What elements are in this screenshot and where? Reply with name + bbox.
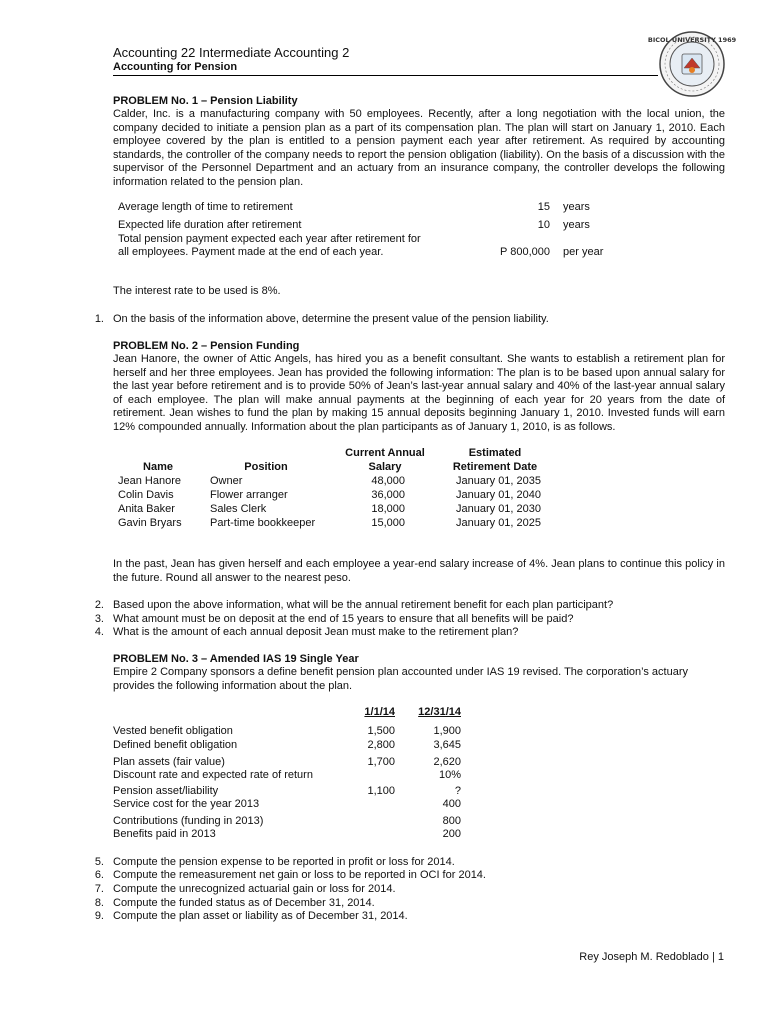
p2-row-position: Sales Clerk [210, 503, 267, 515]
p1-item-value: 15 [537, 201, 550, 213]
p1-item-value: 10 [537, 219, 550, 231]
p2-row-name: Anita Baker [118, 503, 175, 515]
header-divider [113, 75, 658, 76]
p2-row-date: January 01, 2025 [456, 517, 542, 529]
svg-text:BICOL UNIVERSITY 1969: BICOL UNIVERSITY 1969 [647, 36, 737, 44]
p3-row-label: Discount rate and expected rate of return [113, 769, 313, 781]
p2-col-salary-1: Current Annual [345, 447, 425, 459]
question-text: Compute the pension expense to be reported in profit or loss for 2014. [113, 856, 455, 868]
p3-row-b: ? [454, 785, 461, 797]
p3-col-a: 1/1/14 [364, 706, 395, 718]
p3-row-b: 1,900 [433, 725, 461, 737]
p1-item-unit: per year [563, 246, 604, 258]
p3-row-label: Plan assets (fair value) [113, 756, 225, 768]
p3-row-b: 3,645 [433, 739, 461, 751]
p2-col-name: Name [143, 461, 173, 473]
p1-item-label-2: all employees. Payment made at the end of each year. [118, 246, 384, 258]
p2-col-position: Position [244, 461, 288, 473]
problem2-note: In the past, Jean has given herself and each employee a year-end salary increase of 4%. Jean plans to continue this policy in the future. Round all answer to the nearest peso. [113, 558, 725, 584]
question-number: 7. [94, 883, 104, 895]
question-number: 4. [94, 626, 104, 638]
p3-row-label: Pension asset/liability [113, 785, 219, 797]
p1-item-label: Total pension payment expected each year after retirement for [118, 233, 421, 245]
p3-row-b: 200 [442, 828, 461, 840]
page-footer: Rey Joseph M. Redoblado | 1 [579, 951, 724, 963]
problem1-body: Calder, Inc. is a manufacturing company with 50 employees. Recently, after a long negotiation with the local union, the company decided to initiate a pension plan as a part of its compensation plan. The plan will start on January 1, 2010. Each employee covered by the plan is entitled to a pension payment each year after retirement. As required by accounting standards, the controller of the company needs to report the pension obligation (liability). On the basis of a discussion with the supervisor of the Personnel Department and an actuary from an insurance company, the controller develops the following information related to the pension plan. [113, 108, 725, 188]
p3-row-a: 1,100 [367, 785, 395, 797]
question-number: 3. [94, 613, 104, 625]
p3-row-label: Defined benefit obligation [113, 739, 238, 751]
p2-col-date-2: Retirement Date [452, 461, 538, 473]
question-text: Compute the plan asset or liability as of December 31, 2014. [113, 910, 408, 922]
p3-row-label: Contributions (funding in 2013) [113, 815, 264, 827]
problem2-title: PROBLEM No. 2 – Pension Funding [113, 340, 300, 352]
question-text: Compute the remeasurement net gain or loss to be reported in OCI for 2014. [113, 869, 486, 881]
question-text: What is the amount of each annual deposit Jean must make to the retirement plan? [113, 626, 519, 638]
p2-row-salary: 15,000 [371, 517, 405, 529]
question-text: Compute the unrecognized actuarial gain or loss for 2014. [113, 883, 396, 895]
topic-title: Accounting for Pension [113, 61, 238, 73]
p2-row-date: January 01, 2040 [456, 489, 542, 501]
p2-col-salary-2: Salary [368, 461, 402, 473]
question-number: 6. [94, 869, 104, 881]
p3-row-label: Benefits paid in 2013 [113, 828, 216, 840]
p1-item-value: P 800,000 [500, 246, 550, 258]
question-text: Compute the funded status as of December 31, 2014. [113, 897, 375, 909]
p1-item-unit: years [563, 219, 590, 231]
question-text: Based upon the above information, what will be the annual retirement benefit for each plan participant? [113, 599, 614, 611]
p1-item-label: Expected life duration after retirement [118, 219, 302, 231]
university-seal [647, 30, 737, 98]
p1-interest-note: The interest rate to be used is 8%. [113, 285, 281, 297]
p3-row-a: 2,800 [367, 739, 395, 751]
p3-row-b: 800 [442, 815, 461, 827]
question-number: 5. [94, 856, 104, 868]
p3-row-label: Vested benefit obligation [113, 725, 233, 737]
p2-row-name: Gavin Bryars [118, 517, 182, 529]
question-number: 2. [94, 599, 104, 611]
question-number: 9. [94, 910, 104, 922]
p2-row-position: Part-time bookkeeper [210, 517, 316, 529]
p2-row-salary: 36,000 [371, 489, 405, 501]
question-text: What amount must be on deposit at the end of 15 years to ensure that all benefits will be paid? [113, 613, 574, 625]
p3-row-label: Service cost for the year 2013 [113, 798, 260, 810]
problem3-title: PROBLEM No. 3 – Amended IAS 19 Single Year [113, 653, 359, 665]
p3-row-a: 1,700 [367, 756, 395, 768]
p2-col-date-1: Estimated [468, 447, 522, 459]
p2-row-salary: 48,000 [371, 475, 405, 487]
p1-item-label: Average length of time to retirement [118, 201, 293, 213]
problem2-body: Jean Hanore, the owner of Attic Angels, has hired you as a benefit consultant. She wants to establish a retirement plan for herself and her three employees. Jean has provided the following information: The plan is to be based upon annual salary for the last year before retirement and is to provide 50% of Jean’s last-year annual salary and 40% of the last-year annual salary of each employee. The plan will make annual payments at the beginning of each year for 20 years from the date of retirement. Jean wishes to fund the plan by making 15 annual deposits beginning January 1, 2010. Invested funds will earn 12% compounded annually. Information about the plan participants as of January 1, 2010, is as follows. [113, 353, 725, 433]
p2-row-salary: 18,000 [371, 503, 405, 515]
p2-row-position: Flower arranger [210, 489, 288, 501]
problem1-title: PROBLEM No. 1 – Pension Liability [113, 95, 298, 107]
university-seal-icon [647, 30, 737, 98]
p3-row-b: 2,620 [433, 756, 461, 768]
p2-row-date: January 01, 2030 [456, 503, 542, 515]
p2-row-date: January 01, 2035 [456, 475, 542, 487]
p3-row-b: 400 [442, 798, 461, 810]
p2-row-position: Owner [210, 475, 243, 487]
p2-row-name: Jean Hanore [118, 475, 181, 487]
question-number: 1. [94, 313, 104, 325]
p2-row-name: Colin Davis [118, 489, 174, 501]
question-number: 8. [94, 897, 104, 909]
question-text: On the basis of the information above, determine the present value of the pension liability. [113, 313, 549, 325]
p3-row-a: 1,500 [367, 725, 395, 737]
p3-row-b: 10% [438, 769, 461, 781]
p1-item-unit: years [563, 201, 590, 213]
course-title: Accounting 22 Intermediate Accounting 2 [113, 45, 350, 60]
problem3-body: Empire 2 Company sponsors a define benefit pension plan accounted under IAS 19 revised. The corporation’s actuary provides the following information about the plan. [113, 666, 688, 692]
p3-col-b: 12/31/14 [418, 706, 461, 718]
